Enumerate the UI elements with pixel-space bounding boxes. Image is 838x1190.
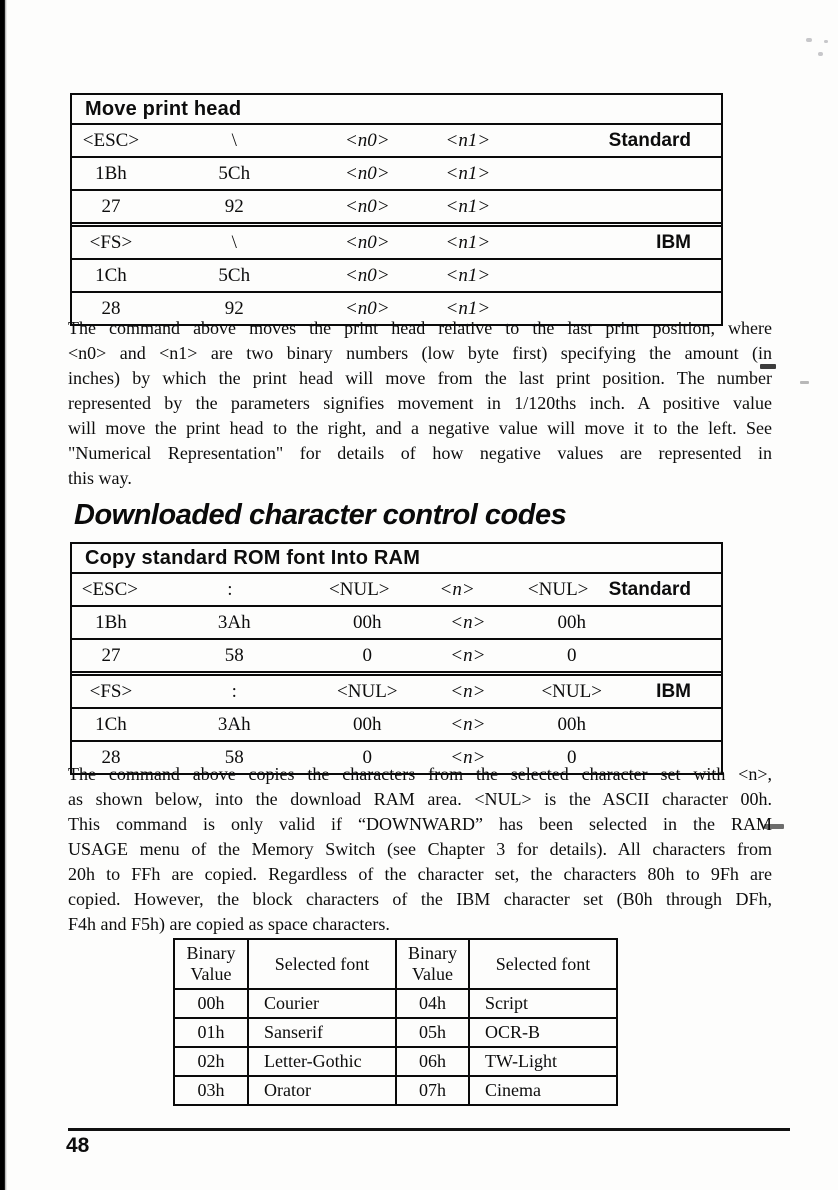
move-print-head-paragraph (68, 316, 772, 491)
table-row (72, 258, 721, 291)
mode-label: IBM (656, 681, 691, 702)
table-cell: <n1> (445, 265, 491, 286)
font-table-header-row (175, 940, 616, 988)
section-heading: Downloaded character control codes (74, 499, 567, 531)
paragraph-line: 20h to FFh are copied. Regardless of the character set, the characters 80h to 9Fh are (68, 864, 772, 884)
column-header: Selected font (495, 953, 591, 974)
table-cell: 28 (101, 747, 121, 768)
mode-label: Standard (608, 130, 691, 151)
table-cell: 00h (353, 714, 382, 735)
paragraph-line: represented by the parameters signifies movement in 1/120ths inch. A positive value (68, 393, 772, 413)
table-row (72, 189, 721, 222)
table-cell: 5Ch (218, 163, 251, 184)
table-cell: <NUL> (527, 579, 589, 600)
binary-value-cell: 07h (397, 1077, 470, 1104)
table-cell: <n> (439, 579, 475, 600)
font-name-cell: Courier (249, 990, 397, 1017)
table-cell: 1Bh (95, 163, 127, 184)
table-cell: 92 (224, 298, 244, 319)
scan-speck (806, 38, 812, 42)
table-cell: <n0> (344, 232, 390, 253)
table-cell: 3Ah (217, 714, 251, 735)
scan-edge-artifact (0, 0, 7, 1190)
scan-speck (824, 40, 828, 43)
table-cell: 58 (224, 645, 244, 666)
table-cell: 0 (566, 645, 577, 666)
paragraph-line: copied. However, the block characters of the IBM character set (B0h through DFh, (68, 889, 772, 909)
paragraph-line: <n0> and <n1> are two binary numbers (low byte first) specifying the amount (in (68, 343, 772, 363)
paragraph-line: will move the print head to the right, and a negative value will move it to the left. See (68, 418, 772, 438)
font-name-cell: Cinema (485, 1080, 541, 1100)
table-cell: \ (231, 232, 237, 253)
table-row (72, 156, 721, 189)
table-cell: <n0> (344, 265, 390, 286)
table-row (72, 574, 721, 605)
move-print-head-table (70, 93, 723, 326)
mode-label: Standard (608, 579, 692, 600)
font-name-cell: Sanserif (249, 1019, 397, 1046)
column-header: Binary Value (175, 940, 249, 988)
font-name-cell: Script (485, 993, 528, 1013)
binary-value-cell: 03h (175, 1077, 249, 1104)
paragraph-line: The command above copies the characters from the selected character set with <n>, (68, 764, 772, 784)
font-table-row (175, 1017, 616, 1046)
mode-label: IBM (656, 232, 691, 253)
paragraph-line: inches) by which the print head will move from the last print position. The number (68, 368, 772, 388)
font-name-cell: Letter-Gothic (249, 1048, 397, 1075)
binary-value-cell: 00h (175, 990, 249, 1017)
table-cell: <NUL> (541, 681, 602, 702)
font-table-row (175, 1046, 616, 1075)
table-cell: 0 (566, 747, 577, 768)
table-cell: <n1> (445, 130, 491, 151)
table-cell: 5Ch (218, 265, 251, 286)
table-cell: 3Ah (217, 612, 251, 633)
footer-rule (68, 1128, 790, 1131)
table-cell: 00h (557, 612, 586, 633)
font-selection-table (173, 938, 618, 1106)
table-cell: 1Ch (95, 265, 127, 286)
table-cell: <NUL> (329, 579, 390, 600)
table-cell: <n> (450, 645, 486, 666)
table-title: Copy standard ROM font Into RAM (72, 544, 721, 574)
paragraph-line: This command is only valid if “DOWNWARD” has been selected in the RAM (68, 814, 772, 834)
column-header: Selected font (249, 940, 397, 988)
table-cell: <n> (450, 612, 486, 633)
font-table-row (175, 1075, 616, 1104)
table-cell: <n> (450, 714, 486, 735)
table-cell: <n> (450, 747, 486, 768)
paragraph-line: "Numerical Representation" for details of how negative values are represented in (68, 443, 772, 463)
table-title: Move print head (72, 95, 721, 125)
font-name-cell: OCR-B (485, 1022, 541, 1042)
scan-dash-artifact (800, 381, 809, 384)
table-row (72, 605, 721, 638)
table-cell: : (231, 681, 237, 702)
table-cell: <n1> (445, 298, 491, 319)
table-cell: 27 (101, 645, 121, 666)
font-table-row (175, 988, 616, 1017)
binary-value-cell: 04h (397, 990, 470, 1017)
table-cell: 1Ch (95, 714, 127, 735)
table-cell: <ESC> (81, 579, 139, 600)
table-cell: 1Bh (95, 612, 127, 633)
table-row (72, 707, 721, 740)
table-cell: <n0> (344, 196, 390, 217)
paragraph-line: F4h and F5h) are copied as space characters. (68, 914, 390, 934)
font-name-cell: TW-Light (485, 1051, 557, 1071)
table-cell: 58 (224, 747, 244, 768)
table-cell: <ESC> (82, 130, 140, 151)
copy-rom-font-table (70, 542, 723, 775)
table-cell: 92 (224, 196, 244, 217)
table-cell: <n0> (344, 163, 390, 184)
table-cell: : (227, 579, 233, 600)
table-cell: <n1> (445, 232, 491, 253)
table-cell: 00h (557, 714, 586, 735)
table-cell: 0 (362, 747, 373, 768)
table-cell: 27 (101, 196, 121, 217)
table-cell: 00h (353, 612, 382, 633)
table-row (72, 638, 721, 671)
table-cell: <n1> (445, 163, 491, 184)
scan-speck (818, 52, 823, 56)
table-row (72, 671, 721, 707)
copy-rom-font-paragraph (68, 762, 772, 937)
table-cell: <FS> (89, 232, 133, 253)
font-name-cell: Orator (249, 1077, 397, 1104)
table-row (72, 222, 721, 258)
table-cell: <n0> (344, 130, 390, 151)
paragraph-line: USAGE menu of the Memory Switch (see Chapter 3 for details). All characters from (68, 839, 772, 859)
table-cell: <NUL> (337, 681, 398, 702)
binary-value-cell: 01h (175, 1019, 249, 1046)
table-cell: <n1> (445, 196, 491, 217)
table-cell: <n> (450, 681, 486, 702)
table-cell: 0 (362, 645, 373, 666)
paragraph-line: as shown below, into the download RAM area. <NUL> is the ASCII character 00h. (68, 789, 772, 809)
table-row (72, 125, 721, 156)
table-cell: <FS> (89, 681, 133, 702)
binary-value-cell: 06h (397, 1048, 470, 1075)
column-header: Binary Value (397, 940, 470, 988)
paragraph-line: this way. (68, 468, 132, 488)
page-number: 48 (66, 1134, 90, 1157)
table-cell: \ (231, 130, 237, 151)
paragraph-line: The command above moves the print head relative to the last print position, where (68, 318, 772, 338)
table-cell: <n0> (344, 298, 390, 319)
binary-value-cell: 05h (397, 1019, 470, 1046)
binary-value-cell: 02h (175, 1048, 249, 1075)
table-cell: 28 (101, 298, 121, 319)
